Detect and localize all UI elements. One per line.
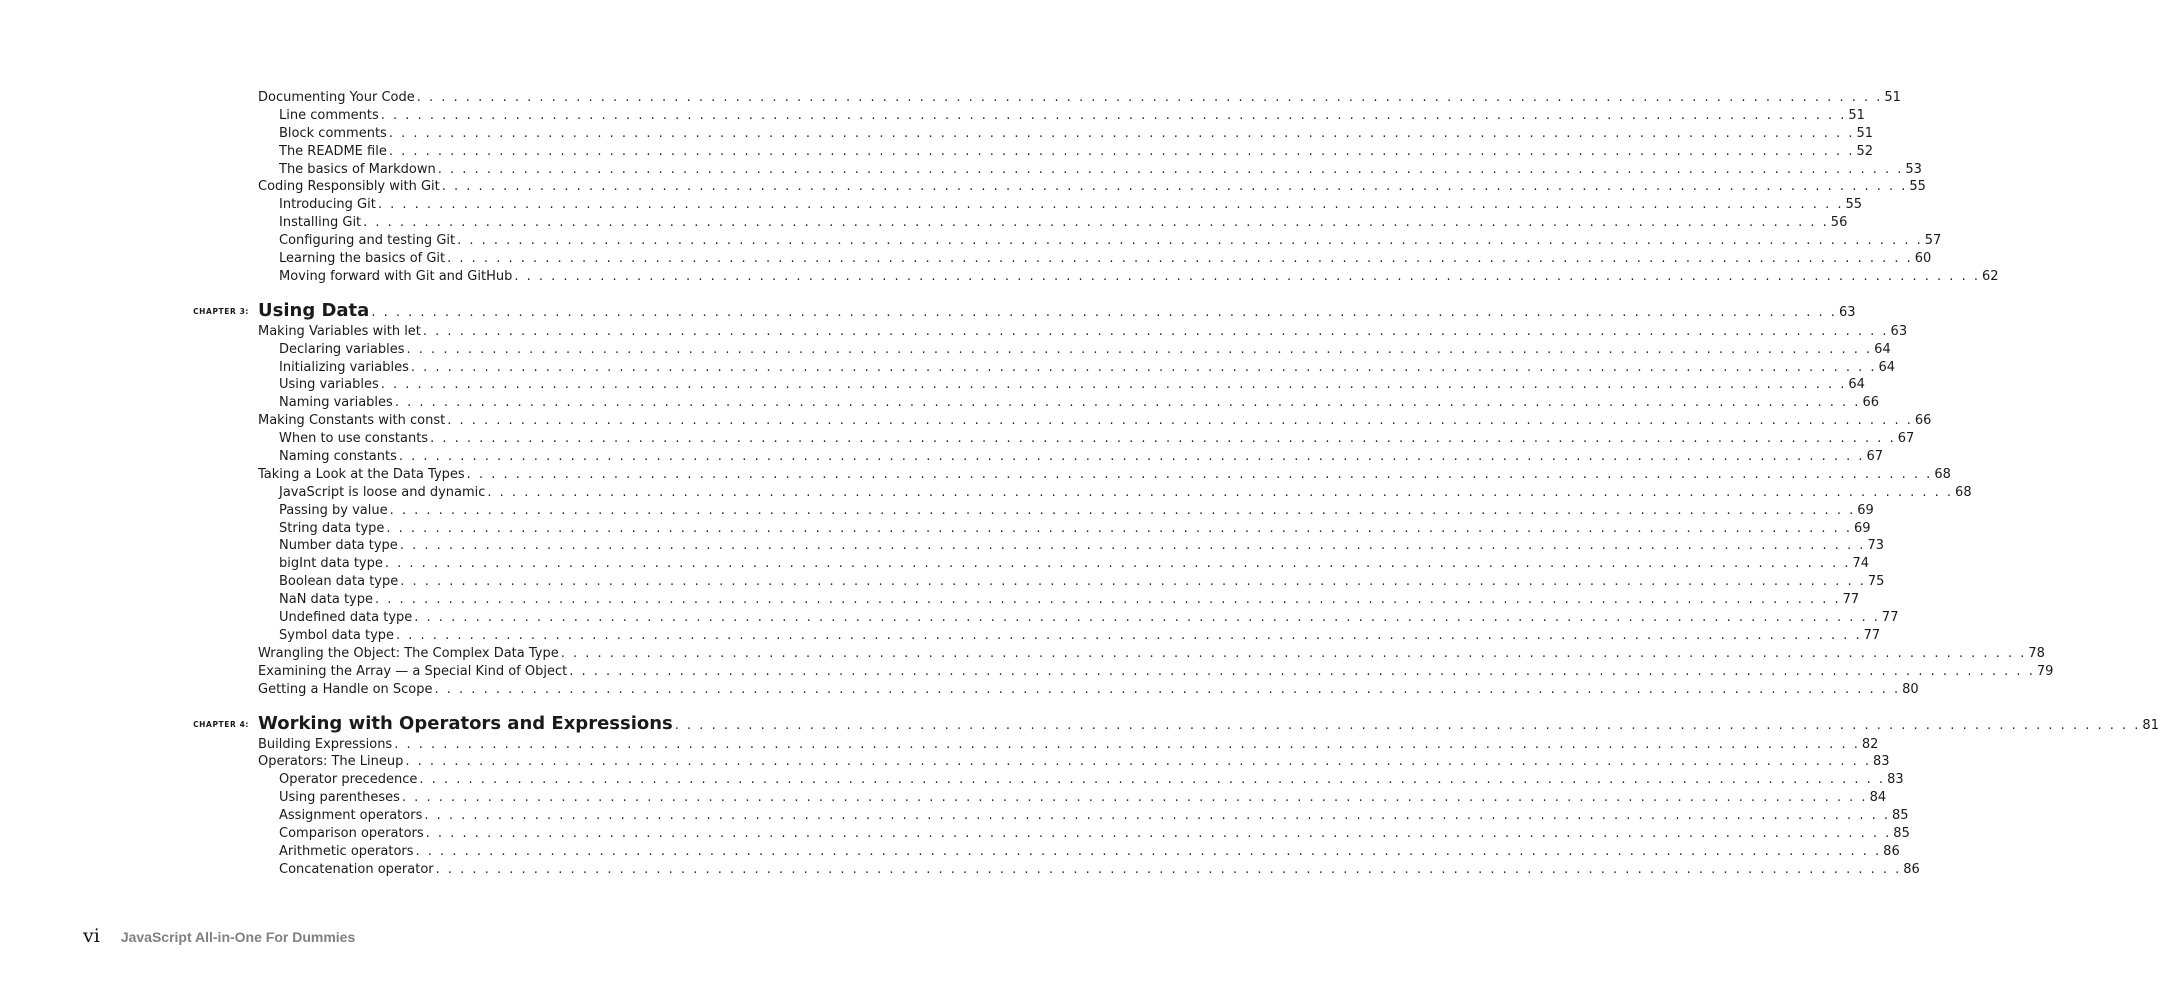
entry-page-number: 51 [1884,90,1901,105]
entry-page-number: 64 [1874,341,1891,357]
entry-title: Concatenation operator [279,861,434,877]
dot-leader: . . . . . . . . . . . . . . . . . . . . . . . . . . . . . . . . . . . . . . . . . . . . . . . . . . . . . . . . . . . . . . . . . . . . . . . . . . . . . . . . . . . . . . . . . . . . . . . . . . . . . . . . . . . . . . . . . . . . . . . . [424,808,1890,824]
toc-entry-line [279,430,1915,448]
toc-subsection-entry [0,250,1932,268]
dot-leader: . . . . . . . . . . . . . . . . . . . . . . . . . . . . . . . . . . . . . . . . . . . . . . . . . . . . . . . . . . . . . . . . . . . . . . . . . . . . . . . . . . . . . . . . . . . . . . . . . . . . . . . . . . . . . . . . . . . . . . . . [371,304,1837,320]
toc-subsection-entry [0,341,1891,359]
entry-page-number: 81 [2142,717,2159,733]
entry-title: Boolean data type [279,574,399,590]
dot-leader: . . . . . . . . . . . . . . . . . . . . . . . . . . . . . . . . . . . . . . . . . . . . . . . . . . . . . . . . . . . . . . . . . . . . . . . . . . . . . . . . . . . . . . . . . . . . . . . . . . . . . . . . . . . . . . . . . . . . . . . . [394,395,1861,411]
toc-entry-line [279,573,1885,591]
dot-leader: . . . . . . . . . . . . . . . . . . . . . . . . . . . . . . . . . . . . . . . . . . . . . . . . . . . . . . . . . . . . . . . . . . . . . . . . . . . . . . . . . . . . . . . . . . . . . . . . . . . . . . . . . . . . . . . . . . . . . . . . [569,663,2035,679]
entry-page-number: 67 [1897,431,1915,447]
toc-entry-line [279,609,1899,627]
entry-page-number: 68 [1934,466,1951,482]
entry-title: The basics of Markdown [279,161,436,177]
toc-section-entry [0,736,1879,754]
toc-entry-line [279,861,1920,879]
toc-chapter-entry [0,712,2159,736]
toc-entry-line [258,323,1908,341]
toc-subsection-entry [0,502,1874,520]
entry-title: Configuring and testing Git [279,233,456,249]
toc-subsection-entry [0,484,1972,502]
toc-chapter-entry [0,299,1856,323]
dot-leader: . . . . . . . . . . . . . . . . . . . . . . . . . . . . . . . . . . . . . . . . . . . . . . . . . . . . . . . . . . . . . . . . . . . . . . . . . . . . . . . . . . . . . . . . . . . . . . . . . . . . . . . . . . . . . . . . . . . . . . . . [419,772,1886,788]
dot-leader: . . . . . . . . . . . . . . . . . . . . . . . . . . . . . . . . . . . . . . . . . . . . . . . . . . . . . . . . . . . . . . . . . . . . . . . . . . . . . . . . . . . . . . . . . . . . . . . . . . . . . . . . . . . . . . . . . . . . . . . . [396,627,1862,643]
dot-leader: . . . . . . . . . . . . . . . . . . . . . . . . . . . . . . . . . . . . . . . . . . . . . . . . . . . . . . . . . . . . . . . . . . . . . . . . . . . . . . . . . . . . . . . . . . . . . . . . . . . . . . . . . . . . . . . . . . . . . . . . [377,197,1844,213]
entry-page-number: 85 [1893,825,1910,841]
toc-subsection-entry [0,825,1910,843]
entry-title: When to use constants [279,431,429,447]
toc-entry-line [279,341,1891,359]
toc-entry-line [279,825,1910,843]
toc-section-entry [0,466,1951,484]
entry-page-number: 74 [1852,556,1870,572]
entry-page-number: 78 [2028,645,2045,661]
dot-leader: . . . . . . . . . . . . . . . . . . . . . . . . . . . . . . . . . . . . . . . . . . . . . . . . . . . . . . . . . . . . . . . . . . . . . . . . . . . . . . . . . . . . . . . . . . . . . . . . . . . . . . . . . . . . . . . . . . . . . . . . [375,592,1841,608]
entry-page-number: 80 [1902,681,1919,697]
dot-leader: . . . . . . . . . . . . . . . . . . . . . . . . . . . . . . . . . . . . . . . . . . . . . . . . . . . . . . . . . . . . . . . . . . . . . . . . . . . . . . . . . . . . . . . . . . . . . . . . . . . . . . . . . . . . . . . . . . . . . . . . [388,143,1855,159]
toc-section-entry [0,89,1901,107]
dot-leader: . . . . . . . . . . . . . . . . . . . . . . . . . . . . . . . . . . . . . . . . . . . . . . . . . . . . . . . . . . . . . . . . . . . . . . . . . . . . . . . . . . . . . . . . . . . . . . . . . . . . . . . . . . . . . . . . . . . . . . . . [487,484,1954,500]
entry-title: Installing Git [279,215,362,231]
entry-title: Making Variables with let [258,323,421,339]
entry-title: Moving forward with Git and GitHub [279,268,513,284]
toc-entry-line [279,591,1860,609]
entry-title: Introducing Git [279,197,376,213]
dot-leader: . . . . . . . . . . . . . . . . . . . . . . . . . . . . . . . . . . . . . . . . . . . . . . . . . . . . . . . . . . . . . . . . . . . . . . . . . . . . . . . . . . . . . . . . . . . . . . . . . . . . . . . . . . . . . . . . . . . . . . . . [435,861,1902,877]
entry-page-number: 56 [1830,215,1848,231]
entry-page-number: 51 [1856,125,1874,141]
toc-section-entry [0,681,1919,699]
entry-title: Undefined data type [279,610,413,626]
dot-leader: . . . . . . . . . . . . . . . . . . . . . . . . . . . . . . . . . . . . . . . . . . . . . . . . . . . . . . . . . . . . . . . . . . . . . . . . . . . . . . . . . . . . . . . . . . . . . . . . . . . . . . . . . . . . . . . . . . . . . . . . [560,645,2027,661]
entry-title: The README file [279,143,387,159]
dot-leader: . . . . . . . . . . . . . . . . . . . . . . . . . . . . . . . . . . . . . . . . . . . . . . . . . . . . . . . . . . . . . . . . . . . . . . . . . . . . . . . . . . . . . . . . . . . . . . . . . . . . . . . . . . . . . . . . . . . . . . . . [514,268,1980,284]
dot-leader: . . . . . . . . . . . . . . . . . . . . . . . . . . . . . . . . . . . . . . . . . . . . . . . . . . . . . . . . . . . . . . . . . . . . . . . . . . . . . . . . . . . . . . . . . . . . . . . . . . . . . . . . . . . . . . . . . . . . . . . . [384,556,1851,572]
toc-entry-line [279,555,1870,573]
entry-title: Building Expressions [258,736,393,752]
toc-entry-line [279,232,1942,250]
dot-leader: . . . . . . . . . . . . . . . . . . . . . . . . . . . . . . . . . . . . . . . . . . . . . . . . . . . . . . . . . . . . . . . . . . . . . . . . . . . . . . . . . . . . . . . . . . . . . . . . . . . . . . . . . . . . . . . . . . . . . . . . [415,843,1882,859]
entry-title: Declaring variables [279,341,405,357]
entry-title: Getting a Handle on Scope [258,681,433,697]
toc-entry-line [258,663,2054,681]
toc-subsection-entry [0,196,1863,214]
dot-leader: . . . . . . . . . . . . . . . . . . . . . . . . . . . . . . . . . . . . . . . . . . . . . . . . . . . . . . . . . . . . . . . . . . . . . . . . . . . . . . . . . . . . . . . . . . . . . . . . . . . . . . . . . . . . . . . . . . . . . . . . [447,251,1913,267]
toc-subsection-entry [0,161,1922,179]
toc-entry-line [279,214,1848,232]
toc-entry-line [258,466,1951,484]
entry-page-number: 55 [1845,197,1863,213]
toc-entry-line [279,843,1900,861]
entry-page-number: 63 [1838,304,1856,320]
entry-page-number: 69 [1857,502,1874,518]
toc-entry-line [258,412,1932,430]
toc-subsection-entry [0,555,1870,573]
entry-title: Operators: The Lineup [258,754,404,770]
chapter-label: CHAPTER 4: [193,719,249,729]
entry-page-number: 77 [1863,627,1881,643]
toc-subsection-entry [0,771,1904,789]
entry-page-number: 60 [1914,251,1932,267]
entry-title: Number data type [279,538,398,554]
dot-leader: . . . . . . . . . . . . . . . . . . . . . . . . . . . . . . . . . . . . . . . . . . . . . . . . . . . . . . . . . . . . . . . . . . . . . . . . . . . . . . . . . . . . . . . . . . . . . . . . . . . . . . . . . . . . . . . . . . . . . . . . [430,431,1896,447]
dot-leader: . . . . . . . . . . . . . . . . . . . . . . . . . . . . . . . . . . . . . . . . . . . . . . . . . . . . . . . . . . . . . . . . . . . . . . . . . . . . . . . . . . . . . . . . . . . . . . . . . . . . . . . . . . . . . . . . . . . . . . . . [363,215,1829,231]
toc-entry-line [279,143,1874,161]
toc-entry-line [258,299,1856,325]
dot-leader: . . . . . . . . . . . . . . . . . . . . . . . . . . . . . . . . . . . . . . . . . . . . . . . . . . . . . . . . . . . . . . . . . . . . . . . . . . . . . . . . . . . . . . . . . . . . . . . . . . . . . . . . . . . . . . . . . . . . . . . . [400,574,1866,590]
toc-entry-line [279,107,1865,125]
toc-entry-line [258,645,2045,663]
toc-entry-line [258,753,1890,771]
toc-entry-line [279,125,1874,143]
toc-subsection-entry [0,843,1900,861]
toc-subsection-entry [0,430,1915,448]
toc-section-entry [0,323,1908,341]
toc-subsection-entry [0,232,1942,250]
entry-page-number: 52 [1856,143,1874,159]
toc-section-entry [0,663,2054,681]
toc-entry-line [279,394,1879,412]
toc-subsection-entry [0,214,1848,232]
entry-page-number: 51 [1848,107,1865,123]
entry-title: Arithmetic operators [279,843,414,859]
toc-entry-line [279,376,1865,394]
toc-subsection-entry [0,448,1884,466]
entry-page-number: 83 [1887,772,1904,788]
entry-page-number: 77 [1881,610,1899,626]
entry-page-number: 79 [2036,663,2054,679]
dot-leader: . . . . . . . . . . . . . . . . . . . . . . . . . . . . . . . . . . . . . . . . . . . . . . . . . . . . . . . . . . . . . . . . . . . . . . . . . . . . . . . . . . . . . . . . . . . . . . . . . . . . . . . . . . . . . . . . . . . . . . . . [457,233,1923,249]
page-footer [83,925,355,947]
entry-title: Block comments [279,125,387,141]
toc-entry-line [279,359,1896,377]
toc-subsection-entry [0,537,1884,555]
toc-section-entry [0,753,1890,771]
dot-leader: . . . . . . . . . . . . . . . . . . . . . . . . . . . . . . . . . . . . . . . . . . . . . . . . . . . . . . . . . . . . . . . . . . . . . . . . . . . . . . . . . . . . . . . . . . . . . . . . . . . . . . . . . . . . . . . . . . . . . . . . [380,107,1847,123]
toc-entry-line [279,789,1887,807]
dot-leader: . . . . . . . . . . . . . . . . . . . . . . . . . . . . . . . . . . . . . . . . . . . . . . . . . . . . . . . . . . . . . . . . . . . . . . . . . . . . . . . . . . . . . . . . . . . . . . . . . . . . . . . . . . . . . . . . . . . . . . . . [414,610,1880,626]
dot-leader: . . . . . . . . . . . . . . . . . . . . . . . . . . . . . . . . . . . . . . . . . . . . . . . . . . . . . . . . . . . . . . . . . . . . . . . . . . . . . . . . . . . . . . . . . . . . . . . . . . . . . . . . . . . . . . . . . . . . . . . . [410,359,1877,375]
entry-title: Line comments [279,107,379,123]
dot-leader: . . . . . . . . . . . . . . . . . . . . . . . . . . . . . . . . . . . . . . . . . . . . . . . . . . . . . . . . . . . . . . . . . . . . . . . . . . . . . . . . . . . . . . . . . . . . . . . . . . . . . . . . . . . . . . . . . . . . . . . . [441,179,1908,195]
dot-leader: . . . . . . . . . . . . . . . . . . . . . . . . . . . . . . . . . . . . . . . . . . . . . . . . . . . . . . . . . . . . . . . . . . . . . . . . . . . . . . . . . . . . . . . . . . . . . . . . . . . . . . . . . . . . . . . . . . . . . . . . [398,449,1865,465]
entry-title: Using variables [279,377,379,393]
entry-page-number: 68 [1955,484,1972,500]
entry-page-number: 86 [1903,861,1920,877]
toc-subsection-entry [0,359,1896,377]
toc-entry-line [279,268,1999,286]
entry-page-number: 86 [1883,843,1900,859]
entry-title: Naming variables [279,395,393,411]
entry-title: Making Constants with const [258,413,446,429]
entry-title: Examining the Array — a Special Kind of Object [258,663,568,679]
dot-leader: . . . . . . . . . . . . . . . . . . . . . . . . . . . . . . . . . . . . . . . . . . . . . . . . . . . . . . . . . . . . . . . . . . . . . . . . . . . . . . . . . . . . . . . . . . . . . . . . . . . . . . . . . . . . . . . . . . . . . . . . [434,681,1901,697]
entry-title: Learning the basics of Git [279,251,446,267]
toc-entry-line [258,178,1926,196]
dot-leader: . . . . . . . . . . . . . . . . . . . . . . . . . . . . . . . . . . . . . . . . . . . . . . . . . . . . . . . . . . . . . . . . . . . . . . . . . . . . . . . . . . . . . . . . . . . . . . . . . . . . . . . . . . . . . . . . . . . . . . . . [388,125,1855,141]
toc-entry-line [279,807,1909,825]
toc-subsection-entry [0,861,1920,879]
entry-title: Assignment operators [279,808,423,824]
entry-title: bigInt data type [279,556,383,572]
chapter-label: CHAPTER 3: [193,306,249,316]
toc-entry-line [279,537,1884,555]
toc-subsection-entry [0,591,1860,609]
entry-page-number: 63 [1890,323,1908,339]
dot-leader: . . . . . . . . . . . . . . . . . . . . . . . . . . . . . . . . . . . . . . . . . . . . . . . . . . . . . . . . . . . . . . . . . . . . . . . . . . . . . . . . . . . . . . . . . . . . . . . . . . . . . . . . . . . . . . . . . . . . . . . . [401,790,1868,806]
entry-page-number: 57 [1924,233,1942,249]
toc-subsection-entry [0,125,1874,143]
toc-entry-line [279,520,1871,538]
entry-page-number: 66 [1914,413,1932,429]
dot-leader: . . . . . . . . . . . . . . . . . . . . . . . . . . . . . . . . . . . . . . . . . . . . . . . . . . . . . . . . . . . . . . . . . . . . . . . . . . . . . . . . . . . . . . . . . . . . . . . . . . . . . . . . . . . . . . . . . . . . . . . . [437,161,1904,177]
dot-leader: . . . . . . . . . . . . . . . . . . . . . . . . . . . . . . . . . . . . . . . . . . . . . . . . . . . . . . . . . . . . . . . . . . . . . . . . . . . . . . . . . . . . . . . . . . . . . . . . . . . . . . . . . . . . . . . . . . . . . . . . [674,717,2141,733]
entry-page-number: 53 [1905,161,1922,177]
entry-page-number: 66 [1862,395,1879,411]
entry-title: Using parentheses [279,790,400,806]
toc-subsection-entry [0,627,1881,645]
entry-page-number: 64 [1878,359,1896,375]
toc-subsection-entry [0,268,1999,286]
toc-entry-line [258,89,1901,107]
toc-entry-line [258,681,1919,699]
toc-subsection-entry [0,376,1865,394]
entry-title: Initializing variables [279,359,409,375]
book-title: JavaScript All-in-One For Dummies [120,929,356,945]
toc-section-entry [0,645,2045,663]
entry-title: Symbol data type [279,627,395,643]
entry-title: Working with Operators and Expressions [258,712,673,734]
entry-title: Operator precedence [279,772,418,788]
entry-page-number: 82 [1861,736,1879,752]
toc-entry-line [279,250,1932,268]
toc-subsection-entry [0,807,1909,825]
dot-leader: . . . . . . . . . . . . . . . . . . . . . . . . . . . . . . . . . . . . . . . . . . . . . . . . . . . . . . . . . . . . . . . . . . . . . . . . . . . . . . . . . . . . . . . . . . . . . . . . . . . . . . . . . . . . . . . . . . . . . . . . [447,413,1913,429]
entry-title: Comparison operators [279,825,424,841]
entry-page-number: 73 [1867,538,1884,554]
dot-leader: . . . . . . . . . . . . . . . . . . . . . . . . . . . . . . . . . . . . . . . . . . . . . . . . . . . . . . . . . . . . . . . . . . . . . . . . . . . . . . . . . . . . . . . . . . . . . . . . . . . . . . . . . . . . . . . . . . . . . . . . [406,341,1873,357]
entry-page-number: 84 [1869,790,1887,806]
entry-title: JavaScript is loose and dynamic [279,484,486,500]
entry-page-number: 55 [1909,179,1926,195]
toc-entry-line [279,448,1884,466]
toc-subsection-entry [0,609,1899,627]
dot-leader: . . . . . . . . . . . . . . . . . . . . . . . . . . . . . . . . . . . . . . . . . . . . . . . . . . . . . . . . . . . . . . . . . . . . . . . . . . . . . . . . . . . . . . . . . . . . . . . . . . . . . . . . . . . . . . . . . . . . . . . . [416,90,1883,105]
page-number: vi [83,925,100,947]
dot-leader: . . . . . . . . . . . . . . . . . . . . . . . . . . . . . . . . . . . . . . . . . . . . . . . . . . . . . . . . . . . . . . . . . . . . . . . . . . . . . . . . . . . . . . . . . . . . . . . . . . . . . . . . . . . . . . . . . . . . . . . . [422,323,1889,339]
toc-entry-line [279,502,1874,520]
entry-page-number: 69 [1854,520,1871,536]
entry-page-number: 62 [1981,268,1999,284]
entry-title: Coding Responsibly with Git [258,179,440,195]
toc-section-entry [0,412,1932,430]
entry-title: NaN data type [279,592,374,608]
toc-entry-line [279,161,1922,179]
toc-subsection-entry [0,107,1865,125]
dot-leader: . . . . . . . . . . . . . . . . . . . . . . . . . . . . . . . . . . . . . . . . . . . . . . . . . . . . . . . . . . . . . . . . . . . . . . . . . . . . . . . . . . . . . . . . . . . . . . . . . . . . . . . . . . . . . . . . . . . . . . . . [380,377,1847,393]
table-of-contents [0,89,2159,879]
dot-leader: . . . . . . . . . . . . . . . . . . . . . . . . . . . . . . . . . . . . . . . . . . . . . . . . . . . . . . . . . . . . . . . . . . . . . . . . . . . . . . . . . . . . . . . . . . . . . . . . . . . . . . . . . . . . . . . . . . . . . . . . [405,754,1872,770]
entry-title: Naming constants [279,449,397,465]
entry-title: Taking a Look at the Data Types [258,466,465,482]
entry-page-number: 77 [1842,592,1860,608]
toc-entry-line [279,771,1904,789]
entry-title: String data type [279,520,385,536]
toc-entry-line [279,627,1881,645]
entry-page-number: 83 [1873,754,1890,770]
toc-subsection-entry [0,573,1885,591]
toc-subsection-entry [0,143,1874,161]
entry-title: Wrangling the Object: The Complex Data Type [258,645,559,661]
toc-entry-line [279,484,1972,502]
dot-leader: . . . . . . . . . . . . . . . . . . . . . . . . . . . . . . . . . . . . . . . . . . . . . . . . . . . . . . . . . . . . . . . . . . . . . . . . . . . . . . . . . . . . . . . . . . . . . . . . . . . . . . . . . . . . . . . . . . . . . . . . [466,466,1933,482]
entry-page-number: 75 [1867,574,1885,590]
toc-subsection-entry [0,520,1871,538]
entry-title: Documenting Your Code [258,90,415,105]
dot-leader: . . . . . . . . . . . . . . . . . . . . . . . . . . . . . . . . . . . . . . . . . . . . . . . . . . . . . . . . . . . . . . . . . . . . . . . . . . . . . . . . . . . . . . . . . . . . . . . . . . . . . . . . . . . . . . . . . . . . . . . . [425,825,1892,841]
entry-title: Using Data [258,299,370,321]
dot-leader: . . . . . . . . . . . . . . . . . . . . . . . . . . . . . . . . . . . . . . . . . . . . . . . . . . . . . . . . . . . . . . . . . . . . . . . . . . . . . . . . . . . . . . . . . . . . . . . . . . . . . . . . . . . . . . . . . . . . . . . . [386,520,1853,536]
dot-leader: . . . . . . . . . . . . . . . . . . . . . . . . . . . . . . . . . . . . . . . . . . . . . . . . . . . . . . . . . . . . . . . . . . . . . . . . . . . . . . . . . . . . . . . . . . . . . . . . . . . . . . . . . . . . . . . . . . . . . . . . [394,736,1860,752]
toc-entry-line [279,196,1863,214]
toc-entry-line [258,736,1879,754]
dot-leader: . . . . . . . . . . . . . . . . . . . . . . . . . . . . . . . . . . . . . . . . . . . . . . . . . . . . . . . . . . . . . . . . . . . . . . . . . . . . . . . . . . . . . . . . . . . . . . . . . . . . . . . . . . . . . . . . . . . . . . . . [389,502,1856,518]
toc-entry-line [258,712,2159,738]
entry-page-number: 85 [1892,808,1909,824]
toc-subsection-entry [0,789,1887,807]
entry-page-number: 67 [1866,449,1884,465]
dot-leader: . . . . . . . . . . . . . . . . . . . . . . . . . . . . . . . . . . . . . . . . . . . . . . . . . . . . . . . . . . . . . . . . . . . . . . . . . . . . . . . . . . . . . . . . . . . . . . . . . . . . . . . . . . . . . . . . . . . . . . . . [399,538,1866,554]
entry-page-number: 64 [1848,377,1865,393]
toc-section-entry [0,178,1926,196]
entry-title: Passing by value [279,502,388,518]
toc-subsection-entry [0,394,1879,412]
